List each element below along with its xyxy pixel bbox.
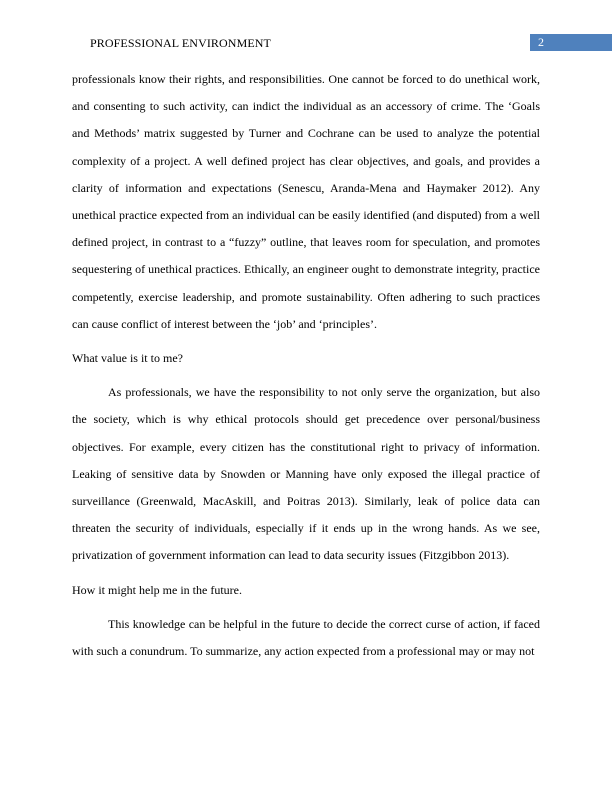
document-body	[72, 66, 540, 665]
paragraph-2: As professionals, we have the responsibility to not only serve the organization, but also the society, which is why ethical protocols should get precedence over personal/business objectives. For example, every citizen has the constitutional right to privacy of information. Leaking of sensitive data by Snowden or Manning have only exposed the illegal practice of surveillance (Greenwald, MacAskill, and Poitras 2013). Similarly, leak of police data can threaten the security of individuals, especially if it ends up in the wrong hands. As we see, privatization of government information can lead to data security issues (Fitzgibbon 2013).	[72, 385, 540, 563]
section-heading-future: How it might help me in the future.	[72, 582, 242, 597]
paragraph-1: professionals know their rights, and responsibilities. One cannot be forced to do unethical work, and consenting to such activity, can indict the individual as an accessory of crime. The ‘Goals and Methods’ matrix suggested by Turner and Cochrane can be used to analyze the potential complexity of a project. A well defined project has clear objectives, and goals, and provides a clarity of information and expectations (Senescu, Aranda-Mena and Haymaker 2012). Any unethical practice expected from an individual can be easily identified (and disputed) from a well defined project, in contrast to a “fuzzy” outline, that leaves room for speculation, and promotes sequestering of unethical practices. Ethically, an engineer ought to demonstrate integrity, practice competently, exercise leadership, and promote sustainability. Often adhering to such practices can cause conflict of interest between the ‘job’ and ‘principles’.	[72, 72, 540, 331]
paragraph-3: This knowledge can be helpful in the future to decide the correct curse of action, if faced with such a conundrum. To summarize, any action expected from a professional may or may not	[72, 616, 540, 659]
section-heading-value: What value is it to me?	[72, 351, 183, 366]
page-number-box	[530, 34, 612, 51]
page-number: 2	[538, 35, 544, 49]
page-header	[0, 34, 612, 52]
running-head: PROFESSIONAL ENVIRONMENT	[90, 36, 271, 50]
